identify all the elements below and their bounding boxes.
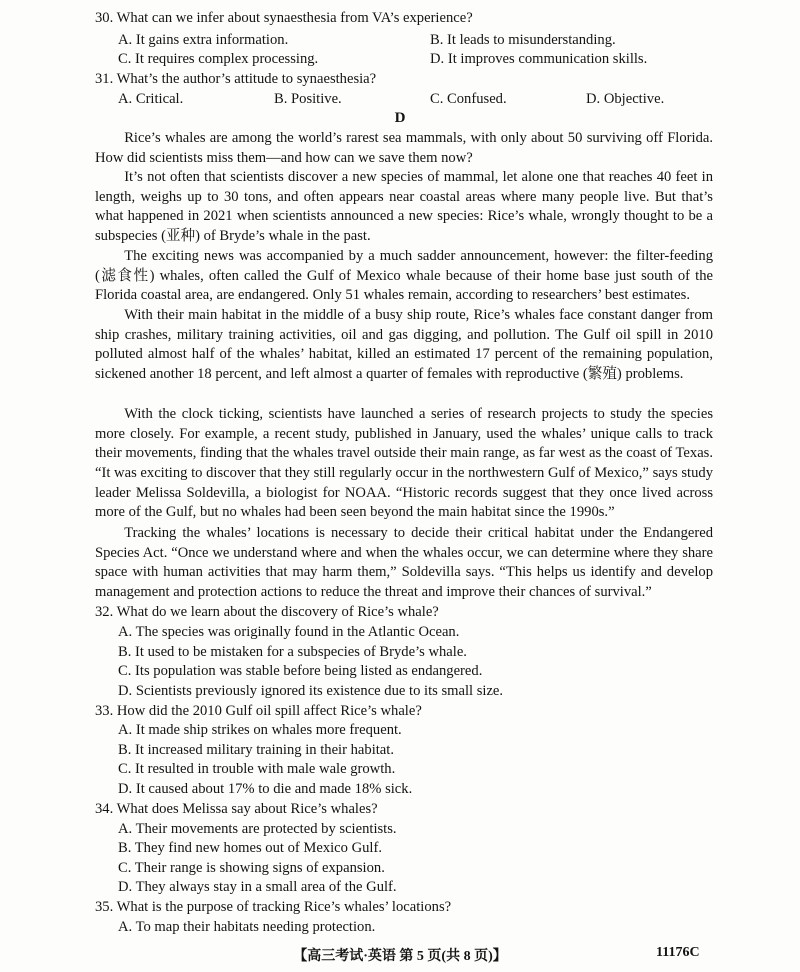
passage-paragraph-3: The exciting news was accompanied by a much sadder announcement, however: the filter-feeding (滤食性) whales, often called the Gulf of Mexico whale because of their home base just south of the Florida coastal area, are endangered. Only 51 whales remain, according to researchers’ best estimates.	[95, 248, 713, 304]
question-33-option-c[interactable]: C. It resulted in trouble with male wale growth.	[118, 761, 396, 777]
paper-code: 11176C	[656, 945, 700, 960]
question-32-stem: 32. What do we learn about the discovery of Rice’s whale?	[95, 604, 439, 620]
question-33-option-a[interactable]: A. It made ship strikes on whales more frequent.	[118, 722, 402, 738]
page-footer: 【高三考试·英语 第 5 页(共 8 页)】	[293, 949, 507, 964]
question-34-stem: 34. What does Melissa say about Rice’s whales?	[95, 801, 378, 817]
question-33-stem: 33. How did the 2010 Gulf oil spill affect Rice’s whale?	[95, 703, 422, 719]
question-34-option-d[interactable]: D. They always stay in a small area of the Gulf.	[118, 879, 397, 895]
question-30-option-a[interactable]: A. It gains extra information.	[118, 32, 289, 48]
question-33-option-d[interactable]: D. It caused about 17% to die and made 18% sick.	[118, 781, 413, 797]
question-34-option-b[interactable]: B. They find new homes out of Mexico Gulf.	[118, 840, 382, 856]
passage-paragraph-5: With the clock ticking, scientists have launched a series of research projects to study the species more closely. For example, a recent study, published in January, used the whales’ unique calls to track their movements, finding that the whales travel outside their main range, as far west as the coast of Texas. “It was exciting to discover that they still regularly occur in the northwestern Gulf of Mexico,” says study leader Melissa Soldevilla, a biologist for NOAA. “Historic records suggest that they once lived across more of the Gulf, but no whales had been seen beyond the main habitat since the 1990s.”	[95, 406, 713, 521]
question-34-option-a[interactable]: A. Their movements are protected by scientists.	[118, 821, 397, 837]
question-31-option-b[interactable]: B. Positive.	[274, 91, 342, 107]
question-30-stem: 30. What can we infer about synaesthesia from VA’s experience?	[95, 10, 473, 26]
question-32-option-c[interactable]: C. Its population was stable before being listed as endangered.	[118, 663, 483, 679]
question-35-stem: 35. What is the purpose of tracking Rice’s whales’ locations?	[95, 899, 452, 915]
question-31-option-c[interactable]: C. Confused.	[430, 91, 507, 107]
passage-paragraph-1: Rice’s whales are among the world’s rarest sea mammals, with only about 50 surviving off Florida. How did scientists miss them—and how can we save them now?	[95, 130, 713, 166]
question-31-option-a[interactable]: A. Critical.	[118, 91, 184, 107]
question-34-option-c[interactable]: C. Their range is showing signs of expansion.	[118, 860, 385, 876]
question-30-option-b[interactable]: B. It leads to misunderstanding.	[430, 32, 616, 48]
question-32-option-a[interactable]: A. The species was originally found in the Atlantic Ocean.	[118, 624, 460, 640]
question-30-option-c[interactable]: C. It requires complex processing.	[118, 51, 319, 67]
question-32-option-b[interactable]: B. It used to be mistaken for a subspecies of Bryde’s whale.	[118, 644, 467, 660]
question-30-option-d[interactable]: D. It improves communication skills.	[430, 51, 648, 67]
section-label: D	[394, 110, 406, 126]
question-31-stem: 31. What’s the author’s attitude to synaesthesia?	[95, 71, 377, 87]
passage-paragraph-6: Tracking the whales’ locations is necessary to decide their critical habitat under the Endangered Species Act. “Once we understand where and when the whales occur, we can determine where they share space with human activities that may harm them,” Soldevilla says. “This helps us identify and develop management and protection actions to reduce the threat and improve their chances of survival.”	[95, 525, 713, 600]
question-35-option-a[interactable]: A. To map their habitats needing protection.	[118, 919, 376, 935]
passage-paragraph-2: It’s not often that scientists discover a new species of mammal, let alone one that reaches 40 feet in length, weighs up to 30 tons, and often appears near coastal areas where many people live. But that’s what happened in 2021 when scientists announced a new species: Rice’s whale, wrongly thought to be a subspecies (亚种) of Bryde’s whale in the past.	[95, 169, 713, 244]
question-33-option-b[interactable]: B. It increased military training in their habitat.	[118, 742, 394, 758]
question-31-option-d[interactable]: D. Objective.	[586, 91, 665, 107]
passage-paragraph-4: With their main habitat in the middle of a busy ship route, Rice’s whales face constant danger from ship crashes, military training activities, oil and gas digging, and pollution. The Gulf oil spill in 2010 polluted almost half of the whales’ habitat, killed an estimated 17 percent of the remaining population, sickened another 18 percent, and left almost a quarter of females with reproductive (繁殖) problems.	[95, 307, 713, 382]
question-32-option-d[interactable]: D. Scientists previously ignored its existence due to its small size.	[118, 683, 504, 699]
